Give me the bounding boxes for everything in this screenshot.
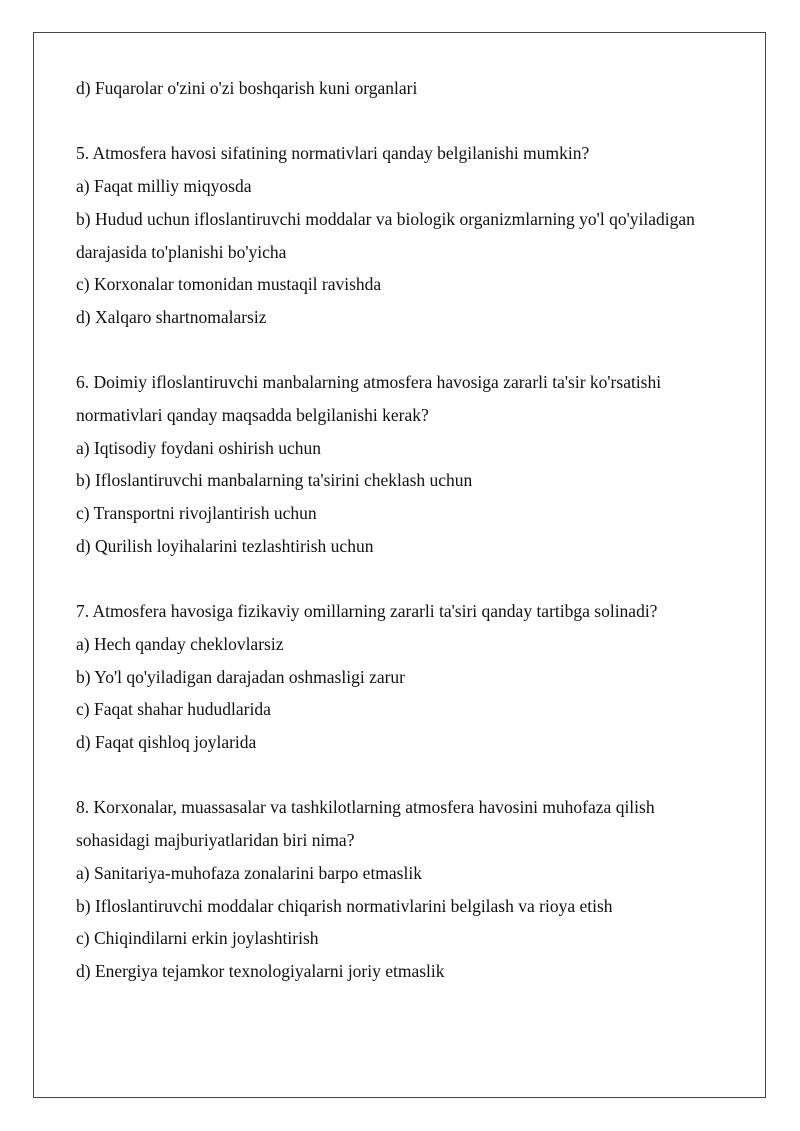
option-d-previous: d) Fuqarolar o'zini o'zi boshqarish kuni organlari xyxy=(76,78,418,98)
spacer xyxy=(76,334,756,367)
question-6: 6. Doimiy ifloslantiruvchi manbalarning atmosfera havosiga zararli ta'sir ko'rsatishi normativlari qanday maqsadda belgilanishi kerak? xyxy=(76,372,662,425)
spacer xyxy=(76,759,756,792)
question-7-option-d: d) Faqat qishloq joylarida xyxy=(76,732,257,753)
question-5: 5. Atmosfera havosi sifatining normativlari qanday belgilanishi mumkin? xyxy=(76,143,590,164)
question-7: 7. Atmosfera havosiga fizikaviy omillarning zararli ta'siri qanday tartibga solinadi? xyxy=(76,601,658,622)
question-5-option-c: c) Korxonalar tomonidan mustaqil ravishda xyxy=(76,274,382,295)
question-8-option-b: b) Ifloslantiruvchi moddalar chiqarish normativlarini belgilash va rioya etish xyxy=(76,895,613,916)
question-8-option-a: a) Sanitariya-muhofaza zonalarini barpo etmaslik xyxy=(76,862,422,883)
document-body xyxy=(76,72,756,988)
question-6-option-c: c) Transportni rivojlantirish uchun xyxy=(76,503,317,524)
question-6-option-b: b) Ifloslantiruvchi manbalarning ta'sirini cheklash uchun xyxy=(76,470,473,491)
question-5-option-b: b) Hudud uchun ifloslantiruvchi moddalar va biologik organizmlarning yo'l qo'yiladigan darajasida to'planishi bo'yicha xyxy=(76,208,695,262)
question-7-option-a: a) Hech qanday cheklovlarsiz xyxy=(76,633,284,654)
question-6-option-a: a) Iqtisodiy foydani oshirish uchun xyxy=(76,437,321,458)
question-7-option-c: c) Faqat shahar hududlarida xyxy=(76,699,271,720)
question-8-option-c: c) Chiqindilarni erkin joylashtirish xyxy=(76,928,319,949)
question-6-option-d: d) Qurilish loyihalarini tezlashtirish uchun xyxy=(76,535,374,556)
question-8-option-d: d) Energiya tejamkor texnologiyalarni joriy etmaslik xyxy=(76,960,445,981)
question-8: 8. Korxonalar, muassasalar va tashkilotlarning atmosfera havosini muhofaza qilish sohasidagi majburiyatlaridan biri nima? xyxy=(76,797,655,851)
spacer xyxy=(76,563,756,596)
question-7-option-b: b) Yo'l qo'yiladigan darajadan oshmasligi zarur xyxy=(76,666,406,687)
spacer xyxy=(76,105,756,138)
question-5-option-d: d) Xalqaro shartnomalarsiz xyxy=(76,306,267,327)
question-5-option-a: a) Faqat milliy miqyosda xyxy=(76,176,252,197)
